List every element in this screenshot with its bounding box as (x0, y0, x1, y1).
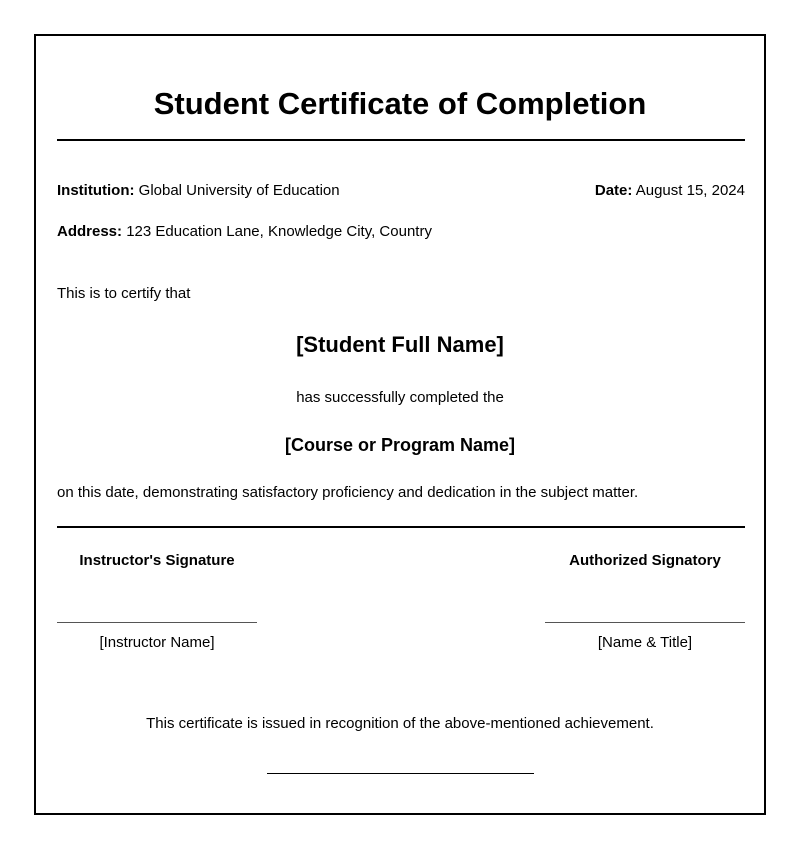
title-divider (57, 139, 745, 141)
bottom-signature-line (267, 773, 534, 774)
certificate (34, 34, 766, 815)
certificate-title: Student Certificate of Completion (153, 86, 647, 121)
student-name: [Student Full Name] (296, 332, 504, 357)
course-name: [Course or Program Name] (284, 435, 516, 455)
completed-text: has successfully completed the (296, 389, 504, 406)
address-row (57, 223, 745, 241)
date-row (595, 182, 745, 200)
instructor-signature-line (57, 622, 257, 623)
proficiency-text: on this date, demonstrating satisfactory proficiency and dedication in the subject matter. (57, 484, 639, 501)
institution-value: Global University of Education (138, 182, 340, 199)
address-value: 123 Education Lane, Knowledge City, Country (126, 223, 432, 240)
address-label: Address: (57, 223, 123, 240)
issued-text: This certificate is issued in recognition of the above-mentioned achievement. (146, 715, 654, 732)
date-label: Date: (594, 182, 633, 199)
authorized-signatory-line (545, 622, 745, 623)
instructor-name: [Instructor Name] (99, 634, 215, 651)
instructor-signature-heading: Instructor's Signature (79, 552, 235, 569)
signature-divider (57, 526, 745, 528)
date-value: August 15, 2024 (635, 182, 745, 199)
authorized-signatory-heading: Authorized Signatory (569, 552, 721, 569)
institution-label: Institution: (57, 182, 135, 199)
certify-text: This is to certify that (57, 285, 191, 302)
signatory-name: [Name & Title] (597, 634, 693, 651)
